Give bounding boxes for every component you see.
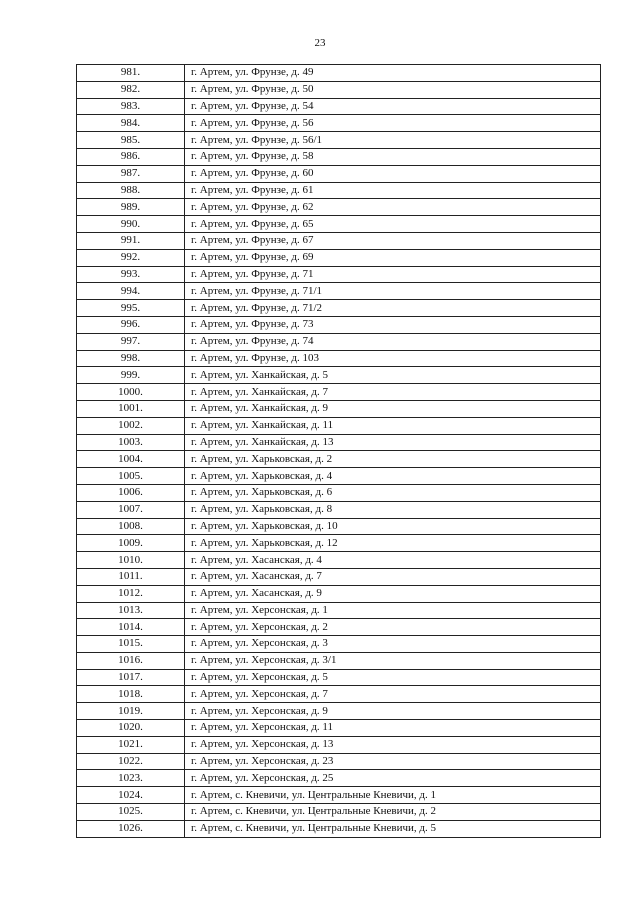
row-number: 999. <box>77 367 185 384</box>
row-address: г. Артем, ул. Фрунзе, д. 62 <box>185 199 601 216</box>
row-number: 1023. <box>77 770 185 787</box>
row-address: г. Артем, ул. Фрунзе, д. 60 <box>185 165 601 182</box>
table-row <box>77 686 601 703</box>
row-address: г. Артем, ул. Херсонская, д. 3 <box>185 636 601 653</box>
table-row <box>77 367 601 384</box>
row-address: г. Артем, ул. Херсонская, д. 7 <box>185 686 601 703</box>
table-row <box>77 65 601 82</box>
table-row <box>77 266 601 283</box>
row-number: 982. <box>77 81 185 98</box>
row-number: 1017. <box>77 669 185 686</box>
row-number: 1012. <box>77 585 185 602</box>
row-number: 1015. <box>77 636 185 653</box>
table-row <box>77 132 601 149</box>
row-address: г. Артем, ул. Фрунзе, д. 71/2 <box>185 300 601 317</box>
row-number: 1013. <box>77 602 185 619</box>
row-number: 1008. <box>77 518 185 535</box>
row-number: 995. <box>77 300 185 317</box>
row-number: 1021. <box>77 736 185 753</box>
row-address: г. Артем, ул. Херсонская, д. 2 <box>185 619 601 636</box>
row-address: г. Артем, ул. Харьковская, д. 6 <box>185 484 601 501</box>
table-row <box>77 501 601 518</box>
row-number: 992. <box>77 249 185 266</box>
table-row <box>77 148 601 165</box>
row-number: 1026. <box>77 820 185 837</box>
table-row <box>77 820 601 837</box>
table-row <box>77 468 601 485</box>
row-address: г. Артем, ул. Фрунзе, д. 103 <box>185 350 601 367</box>
address-table <box>76 64 601 838</box>
row-number: 1004. <box>77 451 185 468</box>
row-address: г. Артем, ул. Харьковская, д. 2 <box>185 451 601 468</box>
row-number: 989. <box>77 199 185 216</box>
row-number: 984. <box>77 115 185 132</box>
table-row <box>77 451 601 468</box>
table-row <box>77 753 601 770</box>
row-address: г. Артем, ул. Хасанская, д. 9 <box>185 585 601 602</box>
row-address: г. Артем, ул. Фрунзе, д. 56/1 <box>185 132 601 149</box>
row-address: г. Артем, ул. Ханкайская, д. 5 <box>185 367 601 384</box>
row-address: г. Артем, с. Кневичи, ул. Центральные Кневичи, д. 1 <box>185 787 601 804</box>
table-row <box>77 602 601 619</box>
row-number: 987. <box>77 165 185 182</box>
row-number: 1019. <box>77 703 185 720</box>
row-number: 998. <box>77 350 185 367</box>
table-row <box>77 787 601 804</box>
row-address: г. Артем, ул. Херсонская, д. 3/1 <box>185 652 601 669</box>
table-row <box>77 283 601 300</box>
table-row <box>77 568 601 585</box>
row-address: г. Артем, ул. Херсонская, д. 25 <box>185 770 601 787</box>
row-number: 1000. <box>77 384 185 401</box>
row-address: г. Артем, ул. Ханкайская, д. 13 <box>185 434 601 451</box>
table-row <box>77 552 601 569</box>
page-number: 23 <box>314 37 326 49</box>
row-number: 1009. <box>77 535 185 552</box>
row-number: 985. <box>77 132 185 149</box>
row-number: 1007. <box>77 501 185 518</box>
row-address: г. Артем, с. Кневичи, ул. Центральные Кневичи, д. 5 <box>185 820 601 837</box>
row-address: г. Артем, ул. Харьковская, д. 12 <box>185 535 601 552</box>
row-address: г. Артем, ул. Хасанская, д. 4 <box>185 552 601 569</box>
table-row <box>77 300 601 317</box>
row-number: 1010. <box>77 552 185 569</box>
table-row <box>77 81 601 98</box>
table-row <box>77 400 601 417</box>
table-row <box>77 199 601 216</box>
row-address: г. Артем, ул. Херсонская, д. 11 <box>185 720 601 737</box>
row-number: 1022. <box>77 753 185 770</box>
row-address: г. Артем, ул. Херсонская, д. 23 <box>185 753 601 770</box>
table-row <box>77 669 601 686</box>
row-address: г. Артем, ул. Фрунзе, д. 58 <box>185 148 601 165</box>
address-table-body <box>77 65 601 838</box>
table-row <box>77 720 601 737</box>
row-address: г. Артем, с. Кневичи, ул. Центральные Кневичи, д. 2 <box>185 804 601 821</box>
row-address: г. Артем, ул. Фрунзе, д. 54 <box>185 98 601 115</box>
table-row <box>77 636 601 653</box>
table-row <box>77 736 601 753</box>
row-number: 1006. <box>77 484 185 501</box>
table-row <box>77 585 601 602</box>
table-row <box>77 703 601 720</box>
row-number: 981. <box>77 65 185 82</box>
row-number: 1020. <box>77 720 185 737</box>
row-address: г. Артем, ул. Харьковская, д. 10 <box>185 518 601 535</box>
row-address: г. Артем, ул. Ханкайская, д. 9 <box>185 400 601 417</box>
row-number: 1014. <box>77 619 185 636</box>
table-row <box>77 804 601 821</box>
row-address: г. Артем, ул. Фрунзе, д. 65 <box>185 216 601 233</box>
row-number: 1005. <box>77 468 185 485</box>
row-address: г. Артем, ул. Харьковская, д. 8 <box>185 501 601 518</box>
table-row <box>77 316 601 333</box>
row-number: 983. <box>77 98 185 115</box>
row-number: 1011. <box>77 568 185 585</box>
row-address: г. Артем, ул. Херсонская, д. 5 <box>185 669 601 686</box>
row-address: г. Артем, ул. Фрунзе, д. 49 <box>185 65 601 82</box>
row-address: г. Артем, ул. Хасанская, д. 7 <box>185 568 601 585</box>
row-number: 997. <box>77 333 185 350</box>
table-row <box>77 535 601 552</box>
row-number: 1018. <box>77 686 185 703</box>
row-number: 1024. <box>77 787 185 804</box>
table-row <box>77 216 601 233</box>
row-address: г. Артем, ул. Фрунзе, д. 67 <box>185 232 601 249</box>
row-address: г. Артем, ул. Фрунзе, д. 73 <box>185 316 601 333</box>
table-row <box>77 417 601 434</box>
row-number: 1003. <box>77 434 185 451</box>
row-address: г. Артем, ул. Фрунзе, д. 56 <box>185 115 601 132</box>
table-row <box>77 384 601 401</box>
row-address: г. Артем, ул. Фрунзе, д. 69 <box>185 249 601 266</box>
row-address: г. Артем, ул. Фрунзе, д. 71 <box>185 266 601 283</box>
table-row <box>77 518 601 535</box>
row-number: 990. <box>77 216 185 233</box>
row-address: г. Артем, ул. Херсонская, д. 9 <box>185 703 601 720</box>
table-row <box>77 484 601 501</box>
table-row <box>77 98 601 115</box>
row-number: 996. <box>77 316 185 333</box>
table-row <box>77 182 601 199</box>
table-row <box>77 249 601 266</box>
table-row <box>77 652 601 669</box>
row-address: г. Артем, ул. Фрунзе, д. 71/1 <box>185 283 601 300</box>
table-row <box>77 232 601 249</box>
row-address: г. Артем, ул. Херсонская, д. 13 <box>185 736 601 753</box>
row-number: 991. <box>77 232 185 249</box>
table-row <box>77 770 601 787</box>
row-address: г. Артем, ул. Фрунзе, д. 50 <box>185 81 601 98</box>
row-number: 993. <box>77 266 185 283</box>
row-address: г. Артем, ул. Ханкайская, д. 7 <box>185 384 601 401</box>
row-number: 988. <box>77 182 185 199</box>
row-address: г. Артем, ул. Фрунзе, д. 74 <box>185 333 601 350</box>
row-address: г. Артем, ул. Ханкайская, д. 11 <box>185 417 601 434</box>
row-address: г. Артем, ул. Фрунзе, д. 61 <box>185 182 601 199</box>
row-number: 1001. <box>77 400 185 417</box>
row-number: 994. <box>77 283 185 300</box>
table-row <box>77 350 601 367</box>
table-row <box>77 434 601 451</box>
row-number: 1016. <box>77 652 185 669</box>
table-row <box>77 115 601 132</box>
table-row <box>77 333 601 350</box>
row-number: 986. <box>77 148 185 165</box>
row-address: г. Артем, ул. Харьковская, д. 4 <box>185 468 601 485</box>
table-row <box>77 619 601 636</box>
row-address: г. Артем, ул. Херсонская, д. 1 <box>185 602 601 619</box>
table-row <box>77 165 601 182</box>
row-number: 1002. <box>77 417 185 434</box>
row-number: 1025. <box>77 804 185 821</box>
